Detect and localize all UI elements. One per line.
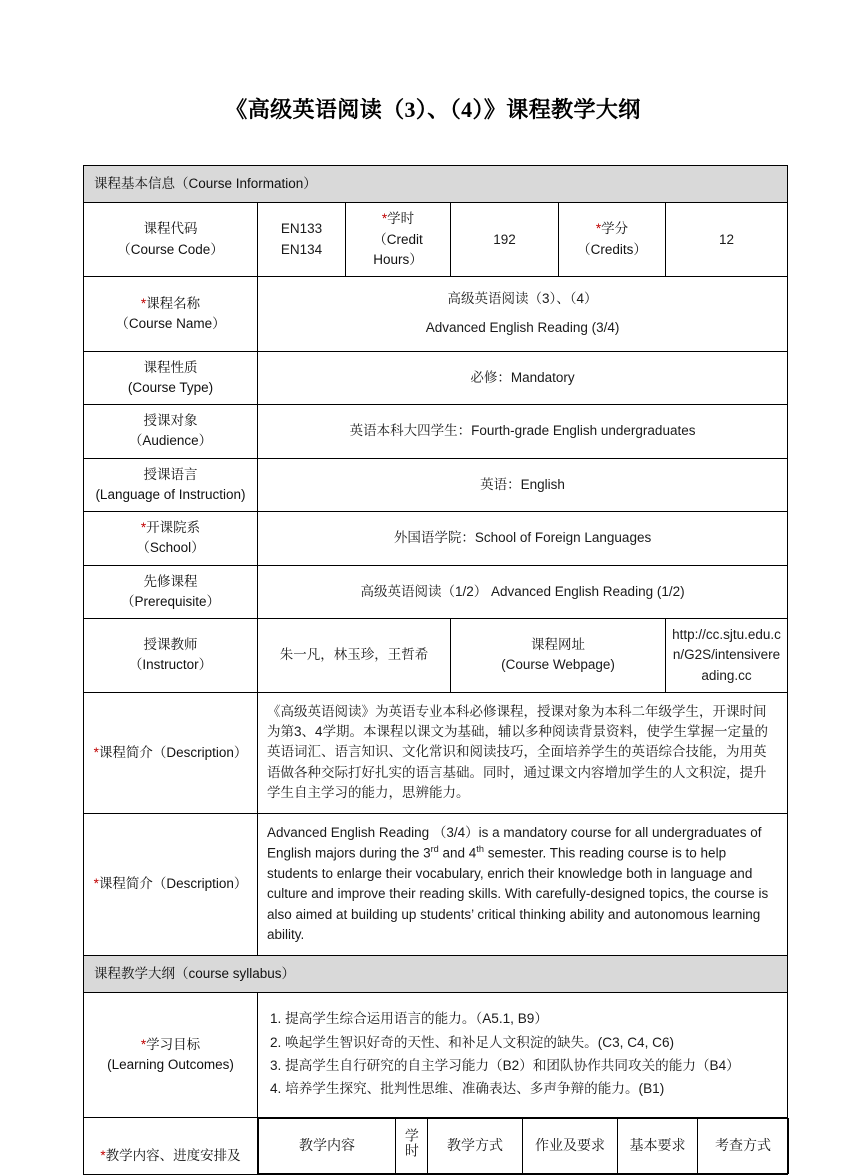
value-credit-hours: 192: [451, 203, 559, 277]
value-credits: 12: [666, 203, 788, 277]
label-language-of-instruction: [84, 458, 258, 512]
table-row: [84, 277, 788, 352]
schedule-header-credit-hours-text: 学时: [403, 1127, 420, 1158]
label-language-cn: 授课语言: [143, 466, 198, 482]
label-course-name: [84, 277, 258, 352]
list-item: 3. 提高学生自行研究的自主学习能力（B2）和团队协作共同攻关的能力（B4）: [270, 1058, 740, 1073]
description-en-sup-1: rd: [430, 844, 439, 855]
label-school: [84, 512, 258, 566]
course-information-section-header: 课程基本信息（Course Information）: [84, 166, 788, 203]
label-course-code-en: （Course Code）: [117, 241, 224, 257]
label-learning-outcomes-cn: [88, 1035, 253, 1055]
label-prerequisite-cn: 先修课程: [143, 573, 198, 589]
table-row: [84, 993, 788, 1118]
label-learning-outcomes-en: (Learning Outcomes): [107, 1057, 234, 1072]
label-prerequisite: [84, 565, 258, 619]
value-instructors: 朱一凡，林玉珍，王哲希: [258, 619, 451, 693]
schedule-header-assignments: 作业及要求: [523, 1118, 618, 1173]
course-code-line-1: EN133: [280, 221, 323, 237]
label-course-name-cn: [88, 294, 253, 314]
schedule-header-teaching-content: 教学内容: [259, 1118, 396, 1173]
page-title: 《高级英语阅读（3）、（4）》课程教学大纲: [225, 97, 641, 122]
label-instructor-en: （Instructor）: [128, 657, 213, 673]
value-course-code: [258, 203, 346, 277]
value-prerequisite: 高级英语阅读（1/2） Advanced English Reading (1/2): [258, 565, 788, 619]
label-course-webpage-cn: 课程网址: [531, 637, 585, 653]
label-language-en: (Language of Instruction): [95, 486, 246, 502]
description-en-part-1: Advanced English Reading （3/4）is a mandatory course for all undergraduates of English majors during the 3: [267, 825, 762, 861]
value-learning-outcomes: [258, 993, 788, 1118]
table-row: [84, 351, 788, 405]
value-audience: 英语本科大四学生：Fourth-grade English undergraduates: [258, 405, 788, 459]
label-audience: [84, 405, 258, 459]
value-language-of-instruction: 英语：English: [258, 458, 788, 512]
label-course-type-en: (Course Type): [127, 379, 214, 395]
course-outline-table: [83, 165, 788, 1175]
course-code-line-2: EN134: [280, 241, 323, 257]
required-asterisk: *: [93, 876, 99, 892]
label-course-webpage-en: (Course Webpage): [501, 657, 615, 673]
table-row: [84, 619, 788, 693]
label-credit-hours-cn-text: 学时: [387, 211, 415, 227]
required-asterisk: *: [100, 1147, 106, 1163]
label-prerequisite-en: （Prerequisite）: [120, 593, 221, 609]
label-instructor: [84, 619, 258, 693]
schedule-table: [258, 1118, 789, 1174]
label-school-en: （School）: [136, 540, 205, 556]
label-learning-outcomes-cn-text: 学习目标: [146, 1036, 201, 1052]
course-name-en: Advanced English Reading (3/4): [425, 320, 620, 336]
course-name-cn: 高级英语阅读（3）、（4）: [447, 291, 598, 306]
label-teaching-content-text: 教学内容、进度安排及: [105, 1147, 241, 1163]
label-instructor-cn: 授课教师: [143, 637, 198, 653]
value-description-en: [258, 814, 788, 956]
table-row: [84, 565, 788, 619]
label-description-cn: [84, 692, 258, 813]
schedule-header-teaching-method: 教学方式: [428, 1118, 523, 1173]
required-asterisk: *: [93, 744, 99, 760]
label-course-code-cn: 课程代码: [143, 221, 198, 237]
description-en-part-2: and 4: [438, 845, 477, 861]
label-credit-hours-en: （Credit Hours）: [373, 231, 423, 267]
required-asterisk: *: [140, 520, 147, 535]
table-row: [84, 692, 788, 813]
value-course-name: [258, 277, 788, 352]
value-course-type: 必修：Mandatory: [258, 351, 788, 405]
table-row: [84, 814, 788, 956]
schedule-header-basic-requirements: 基本要求: [618, 1118, 698, 1173]
label-description-cn-text: 课程简介（Description）: [98, 744, 248, 760]
label-course-name-en: （Course Name）: [115, 315, 226, 331]
table-row: [84, 458, 788, 512]
course-syllabus-section-header: 课程教学大纲（course syllabus）: [84, 956, 788, 993]
label-audience-cn: 授课对象: [143, 413, 198, 428]
schedule-header-assessment-method: 考查方式: [698, 1118, 789, 1173]
required-asterisk: *: [381, 211, 388, 227]
required-asterisk: *: [140, 295, 147, 311]
value-course-webpage-url[interactable]: http://cc.sjtu.edu.cn/G2S/intensivereading.cc: [666, 619, 788, 693]
list-item: 1. 提高学生综合运用语言的能力。（A5.1, B9）: [270, 1011, 548, 1027]
table-row: [84, 166, 788, 203]
description-en-part-3: semester. This reading course is to help students to enlarge their vocabulary, enrich their knowledge both in language and culture and improve their reading skills. With carefully-designed topics, the course is also aimed at building up students’ critical thinking ability and autonomous learning ability.: [267, 845, 769, 942]
required-asterisk: *: [140, 1036, 147, 1052]
table-row: [84, 956, 788, 993]
schedule-header-credit-hours: [396, 1118, 428, 1173]
description-en-sup-2: th: [476, 844, 484, 855]
required-asterisk: *: [595, 221, 602, 237]
value-description-cn: 《高级英语阅读》为英语专业本科必修课程，授课对象为本科二年级学生，开课时间为第3、4学期。本课程以课文为基础，辅以多种阅读背景资料，使学生掌握一定量的英语词汇、语言知识、文化常识和阅读技巧，全面培养学生的英语综合技能，为用英语做各种交际打好扎实的语言基础。同时，通过课文内容增加学生的人文积淀，提升学生自主学习的能力，思辨能力。: [258, 692, 788, 813]
label-course-code: [84, 203, 258, 277]
table-row: [84, 512, 788, 566]
label-description-en: [84, 814, 258, 956]
value-school: 外国语学院：School of Foreign Languages: [258, 512, 788, 566]
label-course-name-cn-text: 课程名称: [146, 295, 201, 311]
label-teaching-content: [84, 1117, 258, 1174]
label-credits-cn-text: 学分: [601, 221, 629, 237]
list-item: 2. 唤起学生智识好奇的天性、和补足人文积淀的缺失。(C3, C4, C6): [270, 1034, 675, 1050]
table-row: [84, 405, 788, 459]
label-credits: [559, 203, 666, 277]
label-audience-en: （Audience）: [128, 433, 213, 449]
label-course-webpage: [451, 619, 666, 693]
schedule-table-container: [258, 1117, 788, 1174]
label-learning-outcomes: [84, 993, 258, 1118]
label-school-cn-text: 开课院系: [146, 520, 201, 535]
label-description-en-text: 课程简介（Description）: [98, 876, 248, 892]
table-row: [259, 1118, 789, 1173]
label-school-cn: [88, 518, 253, 538]
label-credit-hours: [346, 203, 451, 277]
label-credit-hours-cn: [350, 209, 446, 229]
label-credits-en: （Credits）: [577, 241, 647, 257]
label-course-type-cn: 课程性质: [143, 359, 198, 375]
label-course-type: [84, 351, 258, 405]
list-item: 4. 培养学生探究、批判性思维、准确表达、多声争辩的能力。(B1): [270, 1081, 665, 1097]
label-credits-cn: [563, 219, 661, 239]
table-row: [84, 203, 788, 277]
learning-outcomes-list: [264, 1003, 781, 1105]
table-row: [84, 1117, 788, 1174]
